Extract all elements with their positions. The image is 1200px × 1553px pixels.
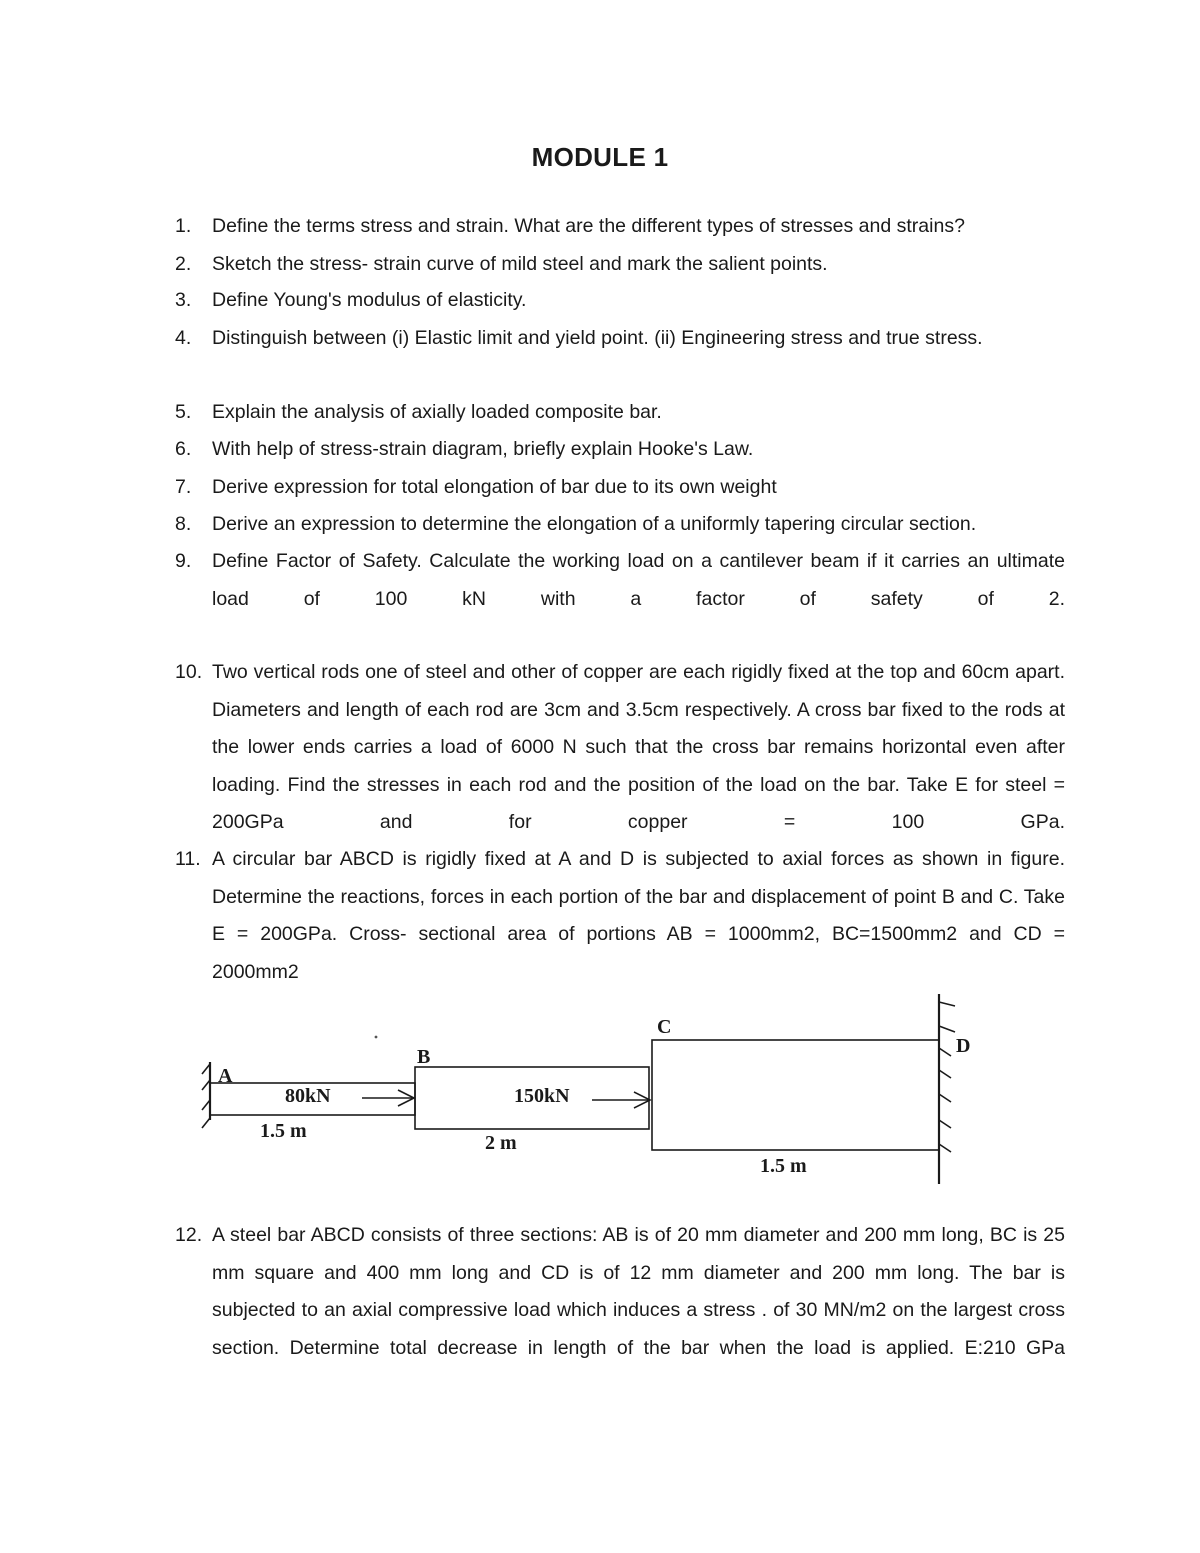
question-number: 5. <box>175 401 192 423</box>
bar-abcd-figure <box>190 990 980 1190</box>
bar-diagram <box>190 990 980 1190</box>
question-7 <box>175 469 1065 507</box>
question-6 <box>175 431 1065 469</box>
length-label-cd: 1.5 m <box>760 1155 807 1177</box>
page-title: MODULE 1 <box>531 142 669 172</box>
question-number: 6. <box>175 438 192 460</box>
support-hatch <box>939 1094 951 1102</box>
question-number: 7. <box>175 476 192 498</box>
question-number: 9. <box>175 550 192 572</box>
question-text: A circular bar ABCD is rigidly fixed at A and D is subjected to axial forces as shown in figure. Determine the reactions, forces in each portion of the bar and displacement of point B and C. Take E = 200GPa. Cross- sectional area of portions AB = 1000mm2, BC=1500mm2 and CD = 2000mm2 <box>212 848 1065 983</box>
label-d: D <box>956 1035 971 1057</box>
question-1 <box>175 208 1065 246</box>
question-number: 11. <box>175 848 201 870</box>
question-text: Derive expression for total elongation of bar due to its own weight <box>212 476 777 498</box>
question-3 <box>175 282 1065 320</box>
support-hatch <box>939 1144 951 1152</box>
question-text: Explain the analysis of axially loaded composite bar. <box>212 401 662 423</box>
question-text: Define Factor of Safety. Calculate the working load on a cantilever beam if it carries an ultimate load of 100 kN with a factor of safety of 2. <box>212 550 1065 610</box>
question-text: Define the terms stress and strain. What are the different types of stresses and strains? <box>212 215 965 237</box>
support-hatch <box>939 1120 951 1128</box>
question-number: 12. <box>175 1224 203 1246</box>
question-text: Define Young's modulus of elasticity. <box>212 289 527 311</box>
question-5 <box>175 394 1065 432</box>
support-hatch <box>939 1026 955 1032</box>
support-hatch <box>939 1070 951 1078</box>
question-2 <box>175 246 1065 284</box>
support-hatch <box>202 1118 210 1128</box>
question-text: Two vertical rods one of steel and other of copper are each rigidly fixed at the top and 60cm apart. Diameters and length of each rod are 3cm and 3.5cm respectively. A cross bar fixed to the rods at the lower ends carries a load of 6000 N such that the cross bar remains horizontal even after loading. Find the stresses in each rod and the position of the load on the bar. Take E for steel = 200GPa and for copper = 100 GPa. <box>212 661 1065 833</box>
question-text: Sketch the stress- strain curve of mild steel and mark the salient points. <box>212 253 828 275</box>
question-4 <box>175 320 1005 358</box>
question-number: 2. <box>175 253 192 275</box>
question-8 <box>175 506 1065 544</box>
question-number: 3. <box>175 289 192 311</box>
support-hatch <box>939 1048 951 1056</box>
question-text: With help of stress-strain diagram, briefly explain Hooke's Law. <box>212 438 754 460</box>
load-label-c: 150kN <box>514 1085 570 1107</box>
segment-cd <box>652 1040 939 1150</box>
speck <box>375 1036 378 1039</box>
load-label-b: 80kN <box>285 1085 331 1107</box>
question-text: A steel bar ABCD consists of three sections: AB is of 20 mm diameter and 200 mm long, BC is 25 mm square and 400 mm long and CD is of 12 mm diameter and 200 mm long. The bar is subjected to an axial compressive load which induces a stress . of 30 MN/m2 on the largest cross section. Determine total decrease in length of the bar when the load is applied. E:210 GPa <box>212 1224 1065 1359</box>
question-number: 4. <box>175 327 192 349</box>
label-b: B <box>417 1046 431 1068</box>
length-label-ab: 1.5 m <box>260 1120 307 1142</box>
question-number: 8. <box>175 513 192 535</box>
question-number: 1. <box>175 215 192 237</box>
question-9 <box>175 543 1065 656</box>
question-text: Derive an expression to determine the elongation of a uniformly tapering circular section. <box>212 513 977 535</box>
support-hatch <box>939 1002 955 1006</box>
label-c: C <box>657 1016 672 1038</box>
question-number: 10. <box>175 661 203 683</box>
question-12 <box>175 1217 1065 1405</box>
support-hatch <box>202 1100 210 1110</box>
support-hatch <box>202 1080 210 1090</box>
label-a: A <box>218 1065 233 1087</box>
question-text: Distinguish between (i) Elastic limit and yield point. (ii) Engineering stress and true stress. <box>212 327 983 349</box>
support-hatch <box>202 1064 210 1074</box>
length-label-bc: 2 m <box>485 1132 517 1154</box>
